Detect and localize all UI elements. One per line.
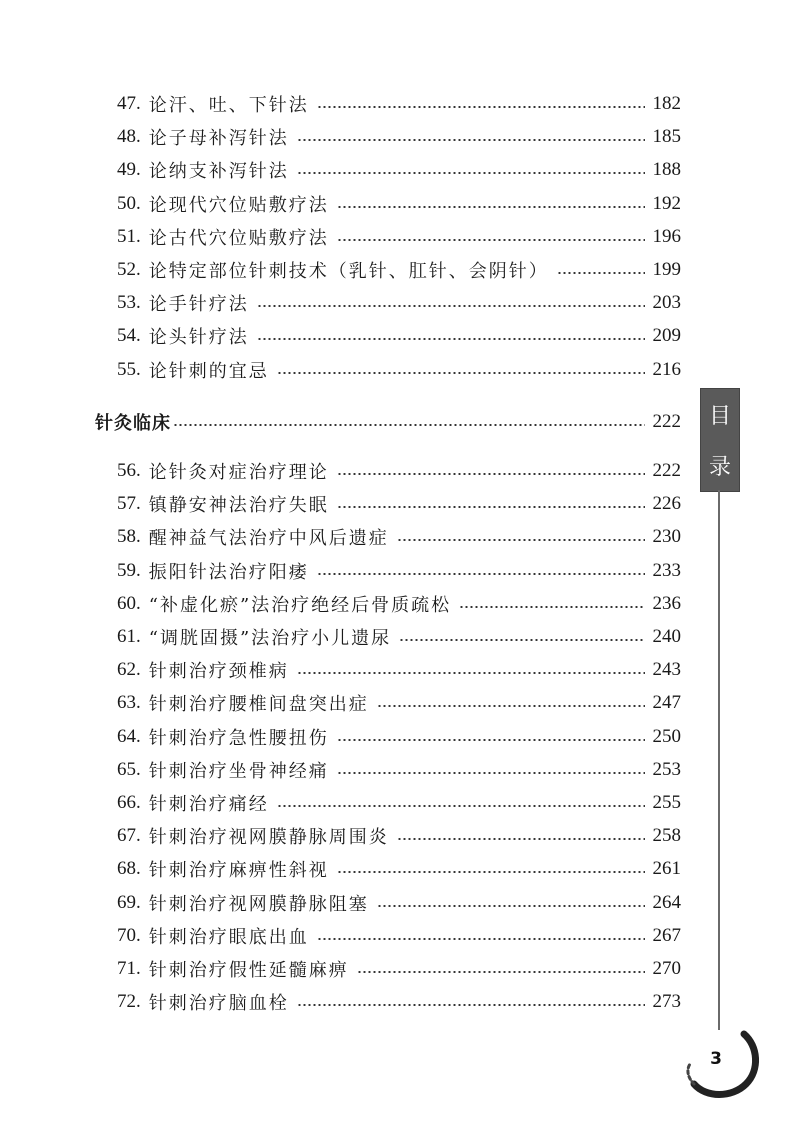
dot-leader	[337, 239, 645, 241]
entry-page: 236	[652, 592, 681, 614]
section-heading[interactable]	[95, 407, 681, 437]
dot-leader	[257, 338, 645, 340]
toc-entry[interactable]	[117, 854, 681, 884]
entry-title: 针刺治疗急性腰扭伤	[148, 727, 329, 749]
entry-title: 论子母补泻针法	[148, 128, 289, 150]
entry-page: 267	[652, 924, 681, 946]
toc-entry[interactable]	[117, 321, 681, 351]
toc-entry[interactable]	[117, 788, 681, 818]
entry-page: 216	[652, 358, 681, 380]
entry-number: 71.	[117, 958, 141, 979]
dot-leader	[337, 473, 645, 475]
dot-leader	[557, 272, 645, 274]
page-number: 3	[710, 1049, 722, 1069]
dot-leader	[337, 739, 645, 741]
entry-page: 247	[652, 692, 681, 714]
entry-number: 68.	[117, 858, 141, 880]
dot-leader	[459, 606, 644, 608]
entry-number: 58.	[117, 526, 141, 548]
entry-number: 56.	[117, 460, 141, 481]
dot-leader	[297, 139, 645, 141]
entry-number: 52.	[117, 259, 141, 280]
entry-page: 264	[652, 891, 681, 913]
toc-entry[interactable]	[117, 589, 681, 619]
entry-page: 243	[652, 659, 681, 681]
dot-leader	[397, 838, 645, 840]
dot-leader	[277, 372, 645, 374]
entry-number: 55.	[117, 358, 141, 380]
entry-page: 192	[652, 192, 681, 214]
entry-number: 63.	[117, 692, 141, 714]
entry-title: 论古代穴位贴敷疗法	[148, 227, 329, 249]
dot-leader	[337, 206, 645, 208]
entry-page: 182	[652, 93, 681, 114]
entry-page: 273	[652, 991, 681, 1013]
entry-number: 67.	[117, 825, 141, 847]
entry-page: 233	[652, 559, 681, 581]
entry-title: 针刺治疗痛经	[148, 794, 269, 815]
entry-number: 49.	[117, 159, 141, 181]
entry-number: 59.	[117, 559, 141, 581]
entry-title: 针刺治疗脑血栓	[148, 993, 289, 1015]
entry-title: 论纳支补泻针法	[148, 161, 289, 183]
side-tab-char: 目	[708, 404, 731, 429]
entry-title: 针刺治疗视网膜静脉阻塞	[148, 893, 369, 915]
entry-title: 论现代穴位贴敷疗法	[148, 194, 329, 216]
dot-leader	[357, 971, 645, 973]
toc-entry[interactable]	[117, 954, 681, 984]
entry-number: 66.	[117, 792, 141, 813]
entry-number: 53.	[117, 292, 141, 314]
entry-page: 240	[652, 626, 681, 647]
entry-title: 针刺治疗麻痹性斜视	[148, 860, 329, 882]
dot-leader	[297, 672, 645, 674]
entry-page: 196	[652, 225, 681, 247]
entry-number: 54.	[117, 325, 141, 347]
toc-entry[interactable]	[117, 222, 681, 252]
entry-page: 222	[652, 460, 681, 481]
entry-title: 针刺治疗视网膜静脉周围炎	[148, 827, 389, 849]
entry-page: 203	[652, 292, 681, 314]
entry-page: 199	[652, 259, 681, 280]
toc-entry[interactable]	[117, 489, 681, 519]
dot-leader	[257, 305, 645, 307]
entry-title: 论汗、吐、下针法	[148, 95, 309, 116]
dot-leader	[277, 805, 645, 807]
dot-leader	[297, 1004, 645, 1006]
dot-leader	[317, 106, 645, 108]
dot-leader	[399, 639, 644, 641]
dot-leader	[173, 424, 645, 426]
toc-entry[interactable]	[117, 556, 681, 586]
toc-entry[interactable]	[117, 189, 681, 219]
dot-leader	[297, 172, 645, 174]
entry-title: 论针灸对症治疗理论	[148, 462, 329, 483]
toc-entry[interactable]	[117, 821, 681, 851]
entry-page: 226	[652, 493, 681, 515]
toc-entry[interactable]	[117, 655, 681, 685]
entry-number: 57.	[117, 493, 141, 515]
entry-page: 253	[652, 758, 681, 780]
entry-number: 47.	[117, 93, 141, 114]
entry-number: 69.	[117, 891, 141, 913]
section-page: 222	[652, 411, 681, 432]
entry-title: 针刺治疗坐骨神经痛	[148, 760, 329, 782]
entry-number: 61.	[117, 626, 141, 647]
dot-leader	[377, 705, 645, 707]
toc-entry[interactable]	[117, 755, 681, 785]
dot-leader	[337, 772, 645, 774]
entry-number: 50.	[117, 192, 141, 214]
entry-page: 209	[652, 325, 681, 347]
entry-number: 64.	[117, 725, 141, 747]
toc-entry[interactable]	[117, 921, 681, 951]
toc-entry[interactable]	[117, 355, 681, 385]
side-tab-char: 录	[708, 455, 731, 480]
entry-page: 230	[652, 526, 681, 548]
entry-title: 针刺治疗腰椎间盘突出症	[148, 694, 369, 716]
entry-title: 针刺治疗颈椎病	[148, 661, 289, 683]
toc-entry[interactable]	[117, 288, 681, 318]
entry-number: 70.	[117, 924, 141, 946]
entry-number: 65.	[117, 758, 141, 780]
toc-entry[interactable]	[117, 722, 681, 752]
toc-entry[interactable]	[117, 255, 681, 285]
toc-entry[interactable]	[117, 522, 681, 552]
entry-title: 论特定部位针刺技术（乳针、肛针、会阴针）	[148, 261, 549, 282]
entry-number: 72.	[117, 991, 141, 1013]
toc-entry[interactable]	[117, 155, 681, 185]
entry-title: 镇静安神法治疗失眠	[148, 495, 329, 517]
entry-title: 论手针疗法	[148, 294, 249, 316]
toc-entry[interactable]	[117, 456, 681, 486]
dot-leader	[377, 905, 645, 907]
entry-title: 针刺治疗眼底出血	[148, 926, 309, 948]
entry-page: 188	[652, 159, 681, 181]
dot-leader	[317, 938, 645, 940]
entry-title: 醒神益气法治疗中风后遗症	[148, 528, 389, 550]
section-title: 针灸临床	[95, 413, 171, 434]
toc-entry[interactable]	[117, 89, 681, 119]
entry-page: 185	[652, 126, 681, 148]
entry-number: 48.	[117, 126, 141, 148]
entry-title: 论头针疗法	[148, 327, 249, 349]
entry-page: 250	[652, 725, 681, 747]
toc-entry[interactable]	[117, 622, 681, 652]
entry-number: 60.	[117, 592, 141, 614]
entry-number: 51.	[117, 225, 141, 247]
toc-entry[interactable]	[117, 122, 681, 152]
entry-page: 261	[652, 858, 681, 880]
toc-entry[interactable]	[117, 688, 681, 718]
dot-leader	[397, 539, 645, 541]
toc-entry[interactable]	[117, 987, 681, 1017]
entry-page: 270	[652, 958, 681, 979]
side-tab-contents	[700, 388, 740, 492]
dot-leader	[337, 871, 645, 873]
dot-leader	[317, 573, 645, 575]
side-rule	[718, 490, 720, 1030]
entry-title: 论针刺的宜忌	[148, 360, 269, 382]
entry-page: 258	[652, 825, 681, 847]
entry-page: 255	[652, 792, 681, 813]
entry-title: “补虚化瘀”法治疗绝经后骨质疏松	[148, 594, 452, 616]
dot-leader	[337, 506, 645, 508]
entry-title: 振阳针法治疗阳痿	[148, 561, 309, 583]
entry-number: 62.	[117, 659, 141, 681]
entry-title: “调胱固摄”法治疗小儿遗尿	[148, 628, 392, 649]
entry-title: 针刺治疗假性延髓麻痹	[148, 960, 349, 981]
toc-entry[interactable]	[117, 888, 681, 918]
